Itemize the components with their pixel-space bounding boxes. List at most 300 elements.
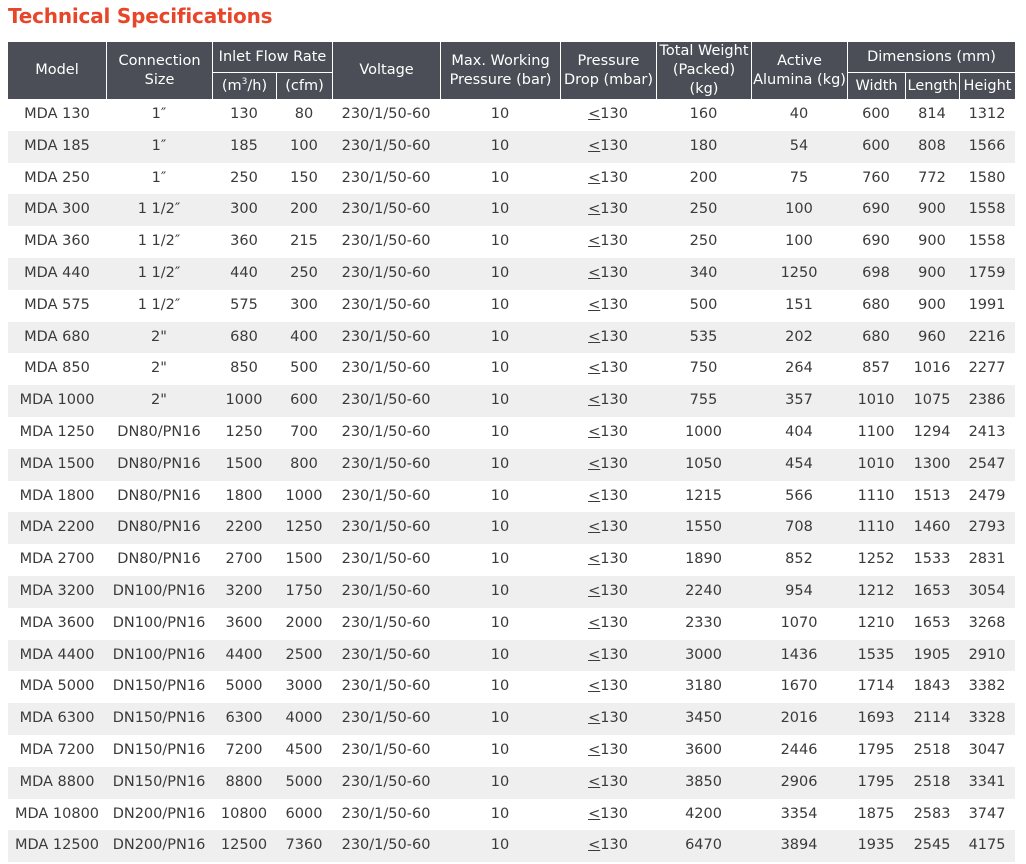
pressure-drop-cell xyxy=(560,481,656,513)
voltage-cell: 230/1/50-60 xyxy=(332,131,440,163)
pressure-drop-cell xyxy=(560,385,656,417)
voltage-cell: 230/1/50-60 xyxy=(341,487,431,504)
voltage-cell: 230/1/50-60 xyxy=(332,449,440,481)
height-cell: 3341 xyxy=(959,767,1015,799)
max-pressure-cell: 10 xyxy=(490,678,510,695)
voltage-cell: 230/1/50-60 xyxy=(332,576,440,608)
active-alumina-cell: 2446 xyxy=(780,741,818,758)
length-cell: 772 xyxy=(918,169,946,186)
length-cell: 1016 xyxy=(913,360,951,377)
height-cell: 3382 xyxy=(968,678,1006,695)
connection-size-cell: 1″ xyxy=(106,131,212,163)
total-weight-cell: 250 xyxy=(689,233,718,250)
width-cell: 1875 xyxy=(857,805,895,822)
connection-size-cell: 1 1/2″ xyxy=(137,296,181,313)
flow-m3h-cell: 8800 xyxy=(212,767,276,799)
model-cell: MDA 3600 xyxy=(19,614,95,631)
less-equal-symbol: < xyxy=(588,519,601,536)
pressure-drop-cell xyxy=(560,163,656,195)
pressure-drop-cell xyxy=(560,512,656,544)
less-equal-symbol: < xyxy=(588,328,601,345)
header-width: Width xyxy=(847,73,905,99)
max-pressure-cell: 10 xyxy=(440,322,560,354)
length-cell: 900 xyxy=(918,296,946,313)
table-row xyxy=(8,671,1015,703)
flow-m3h-cell: 360 xyxy=(230,233,258,250)
table-row xyxy=(8,194,1015,226)
connection-size-cell: 2" xyxy=(106,385,212,417)
length-cell: 2518 xyxy=(905,767,959,799)
pressure-drop-cell xyxy=(560,608,656,640)
flow-m3h-cell: 850 xyxy=(230,360,258,377)
max-pressure-cell: 10 xyxy=(440,131,560,163)
header-m3h-sup: 3 xyxy=(241,76,248,87)
header-length: Length xyxy=(905,73,959,99)
max-pressure-cell: 10 xyxy=(440,703,560,735)
table-row xyxy=(8,322,1015,354)
voltage-cell: 230/1/50-60 xyxy=(341,360,431,377)
total-weight-cell: 4200 xyxy=(685,805,722,822)
connection-size-cell: DN80/PN16 xyxy=(117,487,201,504)
connection-size-cell: DN100/PN16 xyxy=(106,576,212,608)
model-cell: MDA 1000 xyxy=(8,385,106,417)
pressure-drop-value: 130 xyxy=(600,455,628,472)
model-cell: MDA 300 xyxy=(8,194,106,226)
table-row xyxy=(8,799,1015,831)
total-weight-cell: 1550 xyxy=(656,512,751,544)
model-cell: MDA 250 xyxy=(24,169,90,186)
flow-m3h-cell: 1500 xyxy=(212,449,276,481)
active-alumina-cell: 1250 xyxy=(751,258,847,290)
total-weight-cell: 340 xyxy=(656,258,751,290)
flow-cfm-cell: 7360 xyxy=(276,830,332,862)
model-cell: MDA 3200 xyxy=(8,576,106,608)
total-weight-cell: 250 xyxy=(656,194,751,226)
height-cell: 3047 xyxy=(968,741,1006,758)
active-alumina-cell: 954 xyxy=(751,576,847,608)
height-cell: 2413 xyxy=(968,423,1006,440)
model-cell: MDA 1500 xyxy=(8,449,106,481)
length-cell: 1653 xyxy=(913,614,951,631)
active-alumina-cell: 404 xyxy=(785,423,813,440)
flow-m3h-cell: 1000 xyxy=(212,385,276,417)
pressure-drop-cell xyxy=(560,417,656,449)
less-equal-symbol: < xyxy=(588,423,601,440)
width-cell: 690 xyxy=(847,194,905,226)
flow-m3h-cell: 5000 xyxy=(225,678,263,695)
max-pressure-cell: 10 xyxy=(490,423,510,440)
flow-cfm-cell: 600 xyxy=(276,385,332,417)
flow-m3h-cell: 3600 xyxy=(225,614,263,631)
flow-cfm-cell: 500 xyxy=(290,360,318,377)
total-weight-cell: 1050 xyxy=(656,449,751,481)
header-dimensions: Dimensions (mm) xyxy=(847,42,1015,73)
less-equal-symbol: < xyxy=(588,805,601,822)
pressure-drop-value: 130 xyxy=(600,837,628,854)
total-weight-cell: 500 xyxy=(689,296,718,313)
pressure-drop-cell xyxy=(560,226,656,258)
max-pressure-cell: 10 xyxy=(490,551,510,568)
less-equal-symbol: < xyxy=(588,264,601,281)
model-cell: MDA 2700 xyxy=(19,551,95,568)
pressure-drop-value: 130 xyxy=(600,392,628,409)
pressure-drop-value: 130 xyxy=(600,551,628,568)
height-cell: 2277 xyxy=(968,360,1006,377)
active-alumina-cell: 852 xyxy=(785,551,813,568)
connection-size-cell: DN80/PN16 xyxy=(117,423,201,440)
voltage-cell: 230/1/50-60 xyxy=(341,805,431,822)
model-cell: MDA 4400 xyxy=(8,640,106,672)
voltage-cell: 230/1/50-60 xyxy=(332,767,440,799)
model-cell: MDA 2200 xyxy=(8,512,106,544)
model-cell: MDA 850 xyxy=(24,360,90,377)
connection-size-cell: 1 1/2″ xyxy=(137,233,181,250)
height-cell: 3747 xyxy=(968,805,1006,822)
header-m3h xyxy=(212,73,276,99)
height-cell: 2386 xyxy=(959,385,1015,417)
header-m3h-close: /h) xyxy=(247,77,268,94)
length-cell: 900 xyxy=(905,258,959,290)
height-cell: 2831 xyxy=(968,551,1006,568)
connection-size-cell: DN150/PN16 xyxy=(112,678,206,695)
max-pressure-cell: 10 xyxy=(440,385,560,417)
flow-m3h-cell: 10800 xyxy=(220,805,268,822)
width-cell: 1212 xyxy=(847,576,905,608)
pressure-drop-value: 130 xyxy=(600,741,628,758)
length-cell: 1653 xyxy=(905,576,959,608)
pressure-drop-value: 130 xyxy=(600,487,628,504)
model-cell: MDA 680 xyxy=(8,322,106,354)
pressure-drop-cell xyxy=(560,449,656,481)
max-pressure-cell: 10 xyxy=(490,106,510,122)
header-pressure-drop: Pressure Drop (mbar) xyxy=(560,42,656,99)
flow-m3h-cell: 7200 xyxy=(225,741,263,758)
height-cell: 1759 xyxy=(959,258,1015,290)
width-cell: 1714 xyxy=(857,678,895,695)
active-alumina-cell: 566 xyxy=(785,487,813,504)
flow-m3h-cell: 12500 xyxy=(212,830,276,862)
height-cell: 1558 xyxy=(968,233,1006,250)
flow-cfm-cell: 1250 xyxy=(276,512,332,544)
active-alumina-cell: 1670 xyxy=(780,678,818,695)
width-cell: 1010 xyxy=(847,385,905,417)
flow-m3h-cell: 185 xyxy=(212,131,276,163)
pressure-drop-value: 130 xyxy=(600,264,628,281)
model-cell: MDA 10800 xyxy=(14,805,100,822)
header-active-alumina: Active Alumina (kg) xyxy=(751,42,847,99)
height-cell: 2547 xyxy=(959,449,1015,481)
length-cell: 960 xyxy=(905,322,959,354)
voltage-cell: 230/1/50-60 xyxy=(332,385,440,417)
width-cell: 1535 xyxy=(847,640,905,672)
height-cell: 1991 xyxy=(968,296,1006,313)
width-cell: 1935 xyxy=(847,830,905,862)
model-cell: MDA 130 xyxy=(24,106,90,122)
less-equal-symbol: < xyxy=(588,614,601,631)
table-body xyxy=(8,99,1015,862)
height-cell: 2910 xyxy=(959,640,1015,672)
total-weight-cell: 3850 xyxy=(656,767,751,799)
width-cell: 1110 xyxy=(847,512,905,544)
voltage-cell: 230/1/50-60 xyxy=(332,703,440,735)
flow-cfm-cell: 80 xyxy=(294,106,314,122)
flow-cfm-cell: 5000 xyxy=(276,767,332,799)
less-equal-symbol: < xyxy=(588,710,601,727)
length-cell: 1075 xyxy=(905,385,959,417)
flow-cfm-cell: 250 xyxy=(276,258,332,290)
connection-size-cell: DN200/PN16 xyxy=(106,830,212,862)
voltage-cell: 230/1/50-60 xyxy=(341,233,431,250)
less-equal-symbol: < xyxy=(588,169,601,186)
flow-cfm-cell: 700 xyxy=(290,423,318,440)
width-cell: 760 xyxy=(862,169,890,186)
less-equal-symbol: < xyxy=(588,773,601,790)
width-cell: 857 xyxy=(862,360,890,377)
pressure-drop-cell xyxy=(560,322,656,354)
table-row xyxy=(8,417,1015,449)
table-row xyxy=(8,99,1015,131)
pressure-drop-cell xyxy=(560,640,656,672)
active-alumina-cell: 708 xyxy=(751,512,847,544)
connection-size-cell: 1 1/2″ xyxy=(106,194,212,226)
less-equal-symbol: < xyxy=(588,678,601,695)
flow-m3h-cell: 1250 xyxy=(225,423,263,440)
total-weight-cell: 3180 xyxy=(685,678,722,695)
active-alumina-cell: 3894 xyxy=(751,830,847,862)
length-cell: 814 xyxy=(918,106,946,122)
height-cell: 1566 xyxy=(959,131,1015,163)
max-pressure-cell: 10 xyxy=(440,830,560,862)
pressure-drop-cell xyxy=(560,576,656,608)
flow-cfm-cell: 800 xyxy=(276,449,332,481)
voltage-cell: 230/1/50-60 xyxy=(341,678,431,695)
height-cell: 4175 xyxy=(959,830,1015,862)
length-cell: 1843 xyxy=(913,678,951,695)
flow-cfm-cell: 2000 xyxy=(285,614,323,631)
total-weight-cell: 3600 xyxy=(685,741,722,758)
max-pressure-cell: 10 xyxy=(440,258,560,290)
voltage-cell: 230/1/50-60 xyxy=(341,423,431,440)
less-equal-symbol: < xyxy=(588,137,601,154)
connection-size-cell: DN100/PN16 xyxy=(106,640,212,672)
table-row xyxy=(8,258,1015,290)
active-alumina-cell: 54 xyxy=(751,131,847,163)
max-pressure-cell: 10 xyxy=(490,741,510,758)
connection-size-cell: DN80/PN16 xyxy=(106,449,212,481)
length-cell: 1533 xyxy=(913,551,951,568)
max-pressure-cell: 10 xyxy=(440,767,560,799)
model-cell: MDA 8800 xyxy=(8,767,106,799)
model-cell: MDA 6300 xyxy=(8,703,106,735)
flow-cfm-cell: 1500 xyxy=(285,551,323,568)
table-row xyxy=(8,576,1015,608)
flow-cfm-cell: 400 xyxy=(276,322,332,354)
connection-size-cell: 1″ xyxy=(151,106,167,122)
max-pressure-cell: 10 xyxy=(490,487,510,504)
flow-cfm-cell: 215 xyxy=(290,233,318,250)
width-cell: 680 xyxy=(847,322,905,354)
height-cell: 3054 xyxy=(959,576,1015,608)
header-cfm: (cfm) xyxy=(276,73,332,99)
flow-m3h-cell: 680 xyxy=(212,322,276,354)
table-row xyxy=(8,703,1015,735)
less-equal-symbol: < xyxy=(588,646,601,663)
active-alumina-cell: 2016 xyxy=(751,703,847,735)
height-cell: 1558 xyxy=(959,194,1015,226)
total-weight-cell: 1215 xyxy=(685,487,722,504)
active-alumina-cell: 2906 xyxy=(751,767,847,799)
pressure-drop-cell xyxy=(560,99,656,131)
voltage-cell: 230/1/50-60 xyxy=(332,322,440,354)
active-alumina-cell: 151 xyxy=(785,296,813,313)
flow-cfm-cell: 3000 xyxy=(285,678,323,695)
total-weight-cell: 200 xyxy=(689,169,718,186)
length-cell: 1300 xyxy=(905,449,959,481)
model-cell: MDA 185 xyxy=(8,131,106,163)
pressure-drop-value: 130 xyxy=(600,328,628,345)
flow-cfm-cell: 2500 xyxy=(276,640,332,672)
model-cell: MDA 12500 xyxy=(8,830,106,862)
height-cell: 3268 xyxy=(968,614,1006,631)
pressure-drop-value: 130 xyxy=(600,710,628,727)
connection-size-cell: DN80/PN16 xyxy=(117,551,201,568)
total-weight-cell: 755 xyxy=(656,385,751,417)
pressure-drop-value: 130 xyxy=(600,614,628,631)
less-equal-symbol: < xyxy=(588,201,601,218)
pressure-drop-value: 130 xyxy=(600,233,628,250)
width-cell: 1693 xyxy=(847,703,905,735)
table-row xyxy=(8,290,1015,322)
less-equal-symbol: < xyxy=(588,106,601,122)
pressure-drop-value: 130 xyxy=(600,360,628,377)
pressure-drop-value: 130 xyxy=(600,137,628,154)
pressure-drop-cell xyxy=(560,767,656,799)
height-cell: 1312 xyxy=(968,106,1006,122)
flow-m3h-cell: 440 xyxy=(212,258,276,290)
header-max-working-pressure: Max. Working Pressure (bar) xyxy=(440,42,560,99)
total-weight-cell: 180 xyxy=(656,131,751,163)
less-equal-symbol: < xyxy=(588,551,601,568)
header-total-weight: Total Weight (Packed) (kg) xyxy=(656,42,751,99)
specifications-table xyxy=(8,42,1015,862)
model-cell: MDA 5000 xyxy=(19,678,95,695)
max-pressure-cell: 10 xyxy=(490,296,510,313)
header-inlet-flow-rate: Inlet Flow Rate xyxy=(212,42,332,73)
length-cell: 900 xyxy=(918,233,946,250)
height-cell: 3328 xyxy=(959,703,1015,735)
pressure-drop-cell xyxy=(560,131,656,163)
table-row xyxy=(8,131,1015,163)
max-pressure-cell: 10 xyxy=(440,640,560,672)
less-equal-symbol: < xyxy=(588,233,601,250)
voltage-cell: 230/1/50-60 xyxy=(341,614,431,631)
pressure-drop-cell xyxy=(560,799,656,831)
pressure-drop-cell xyxy=(560,703,656,735)
header-height: Height xyxy=(959,73,1015,99)
voltage-cell: 230/1/50-60 xyxy=(332,830,440,862)
connection-size-cell: 1 1/2″ xyxy=(106,258,212,290)
table-row xyxy=(8,481,1015,513)
max-pressure-cell: 10 xyxy=(490,233,510,250)
pressure-drop-value: 130 xyxy=(600,678,628,695)
less-equal-symbol: < xyxy=(588,455,601,472)
pressure-drop-value: 130 xyxy=(600,296,628,313)
header-model: Model xyxy=(8,42,106,99)
less-equal-symbol: < xyxy=(588,741,601,758)
table-row xyxy=(8,767,1015,799)
length-cell: 2545 xyxy=(905,830,959,862)
flow-cfm-cell: 1000 xyxy=(285,487,323,504)
connection-size-cell: DN150/PN16 xyxy=(106,703,212,735)
header-connection-size: Connection Size xyxy=(106,42,212,99)
width-cell: 680 xyxy=(862,296,890,313)
flow-cfm-cell: 4000 xyxy=(276,703,332,735)
max-pressure-cell: 10 xyxy=(440,449,560,481)
width-cell: 1110 xyxy=(857,487,895,504)
model-cell: MDA 575 xyxy=(24,296,90,313)
voltage-cell: 230/1/50-60 xyxy=(341,741,431,758)
pressure-drop-value: 130 xyxy=(600,519,628,536)
model-cell: MDA 440 xyxy=(8,258,106,290)
width-cell: 1010 xyxy=(847,449,905,481)
pressure-drop-cell xyxy=(560,290,656,322)
voltage-cell: 230/1/50-60 xyxy=(332,194,440,226)
page-title: Technical Specifications xyxy=(8,4,273,28)
max-pressure-cell: 10 xyxy=(490,360,510,377)
flow-cfm-cell: 4500 xyxy=(285,741,323,758)
flow-cfm-cell: 150 xyxy=(290,169,318,186)
flow-m3h-cell: 250 xyxy=(230,169,258,186)
pressure-drop-cell xyxy=(560,735,656,767)
max-pressure-cell: 10 xyxy=(490,805,510,822)
pressure-drop-value: 130 xyxy=(600,773,628,790)
table-row xyxy=(8,544,1015,576)
pressure-drop-value: 130 xyxy=(600,201,628,218)
flow-m3h-cell: 6300 xyxy=(212,703,276,735)
flow-cfm-cell: 300 xyxy=(290,296,318,313)
total-weight-cell: 6470 xyxy=(656,830,751,862)
active-alumina-cell: 454 xyxy=(751,449,847,481)
table-row xyxy=(8,385,1015,417)
height-cell: 1580 xyxy=(968,169,1006,186)
width-cell: 600 xyxy=(847,131,905,163)
length-cell: 1460 xyxy=(905,512,959,544)
model-cell: MDA 1250 xyxy=(19,423,95,440)
flow-cfm-cell: 6000 xyxy=(285,805,323,822)
voltage-cell: 230/1/50-60 xyxy=(332,258,440,290)
connection-size-cell: DN150/PN16 xyxy=(112,741,206,758)
flow-cfm-cell: 1750 xyxy=(276,576,332,608)
pressure-drop-value: 130 xyxy=(600,805,628,822)
max-pressure-cell: 10 xyxy=(490,169,510,186)
less-equal-symbol: < xyxy=(588,487,601,504)
flow-m3h-cell: 3200 xyxy=(212,576,276,608)
active-alumina-cell: 264 xyxy=(785,360,813,377)
total-weight-cell: 3450 xyxy=(656,703,751,735)
length-cell: 1294 xyxy=(913,423,951,440)
height-cell: 2793 xyxy=(959,512,1015,544)
voltage-cell: 230/1/50-60 xyxy=(341,551,431,568)
total-weight-cell: 2330 xyxy=(685,614,722,631)
connection-size-cell: DN100/PN16 xyxy=(112,614,206,631)
table-row xyxy=(8,735,1015,767)
width-cell: 1100 xyxy=(857,423,895,440)
length-cell: 2583 xyxy=(913,805,951,822)
active-alumina-cell: 75 xyxy=(789,169,809,186)
less-equal-symbol: < xyxy=(588,296,601,313)
length-cell: 1905 xyxy=(905,640,959,672)
width-cell: 600 xyxy=(862,106,890,122)
